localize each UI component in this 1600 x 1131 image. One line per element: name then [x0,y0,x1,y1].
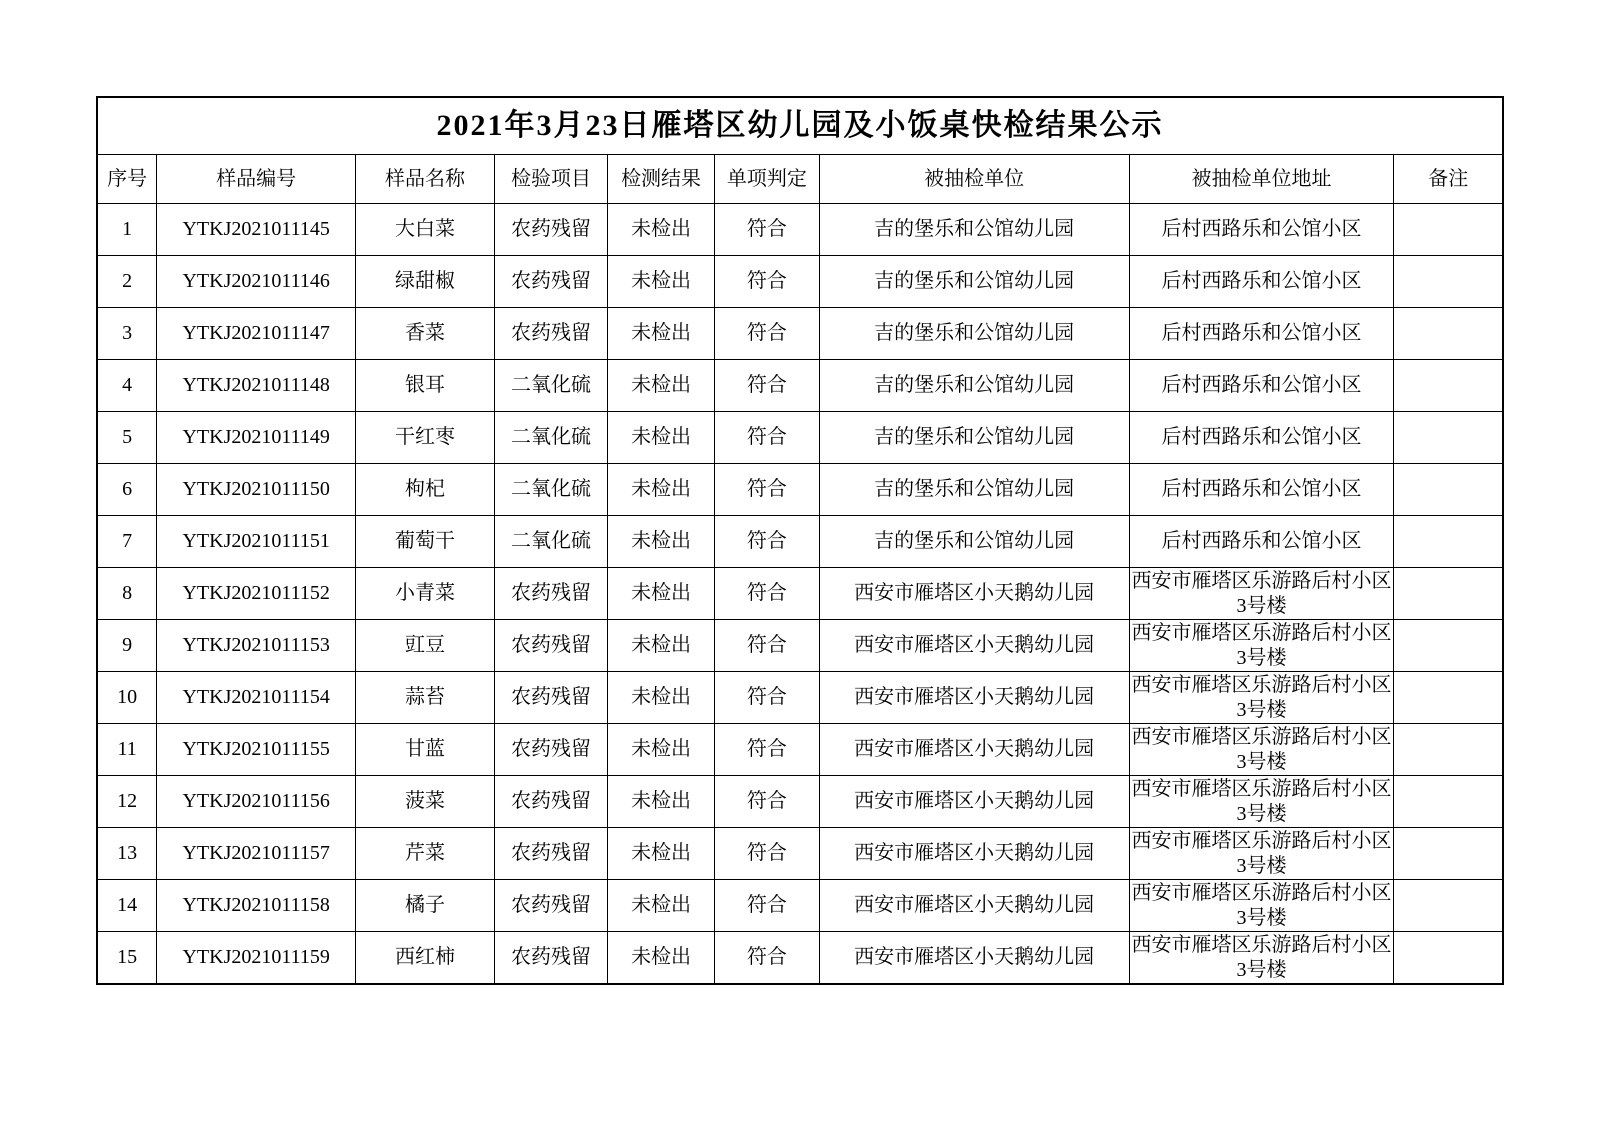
cell-unit: 西安市雁塔区小天鹅幼儿园 [819,932,1129,985]
cell-unit: 西安市雁塔区小天鹅幼儿园 [819,568,1129,620]
table-row [97,672,1503,724]
cell-sample-name: 甘蓝 [356,724,495,776]
cell-sample-name: 香菜 [356,308,495,360]
cell-sample-code: YTKJ2021011158 [157,880,356,932]
cell-index: 1 [97,204,157,256]
cell-test-item: 农药残留 [494,568,607,620]
cell-judgement: 符合 [714,412,819,464]
cell-judgement: 符合 [714,568,819,620]
cell-index: 7 [97,516,157,568]
cell-judgement: 符合 [714,672,819,724]
cell-test-result: 未检出 [608,724,715,776]
cell-address: 后村西路乐和公馆小区 [1129,360,1394,412]
cell-unit: 吉的堡乐和公馆幼儿园 [819,464,1129,516]
cell-index: 14 [97,880,157,932]
cell-test-result: 未检出 [608,360,715,412]
cell-index: 13 [97,828,157,880]
cell-note [1394,620,1503,672]
cell-unit: 吉的堡乐和公馆幼儿园 [819,412,1129,464]
cell-index: 10 [97,672,157,724]
cell-test-result: 未检出 [608,464,715,516]
cell-test-result: 未检出 [608,308,715,360]
cell-note [1394,412,1503,464]
cell-unit: 吉的堡乐和公馆幼儿园 [819,516,1129,568]
cell-unit: 西安市雁塔区小天鹅幼儿园 [819,776,1129,828]
cell-test-result: 未检出 [608,776,715,828]
cell-test-result: 未检出 [608,828,715,880]
table-row [97,308,1503,360]
cell-index: 2 [97,256,157,308]
cell-judgement: 符合 [714,932,819,985]
cell-address: 后村西路乐和公馆小区 [1129,204,1394,256]
table-row [97,256,1503,308]
cell-judgement: 符合 [714,516,819,568]
column-header-address: 被抽检单位地址 [1129,155,1394,204]
cell-judgement: 符合 [714,620,819,672]
cell-address: 西安市雁塔区乐游路后村小区3号楼 [1129,568,1394,620]
report-table-container [96,96,1504,985]
cell-note [1394,880,1503,932]
cell-judgement: 符合 [714,256,819,308]
table-body [97,97,1503,984]
cell-judgement: 符合 [714,464,819,516]
cell-test-result: 未检出 [608,412,715,464]
column-header-unit: 被抽检单位 [819,155,1129,204]
column-header-note: 备注 [1394,155,1503,204]
cell-judgement: 符合 [714,724,819,776]
table-row [97,776,1503,828]
column-header-test-result: 检测结果 [608,155,715,204]
cell-sample-name: 芹菜 [356,828,495,880]
cell-sample-name: 橘子 [356,880,495,932]
cell-test-result: 未检出 [608,620,715,672]
column-header-sample-code: 样品编号 [157,155,356,204]
table-row [97,516,1503,568]
column-header-test-item: 检验项目 [494,155,607,204]
cell-unit: 西安市雁塔区小天鹅幼儿园 [819,620,1129,672]
cell-test-result: 未检出 [608,932,715,985]
cell-index: 15 [97,932,157,985]
cell-index: 11 [97,724,157,776]
table-row [97,412,1503,464]
column-header-judgement: 单项判定 [714,155,819,204]
cell-sample-code: YTKJ2021011145 [157,204,356,256]
cell-sample-code: YTKJ2021011159 [157,932,356,985]
cell-address: 西安市雁塔区乐游路后村小区3号楼 [1129,776,1394,828]
cell-test-item: 农药残留 [494,776,607,828]
cell-note [1394,672,1503,724]
cell-note [1394,464,1503,516]
cell-note [1394,932,1503,985]
cell-judgement: 符合 [714,776,819,828]
cell-index: 12 [97,776,157,828]
cell-note [1394,828,1503,880]
cell-test-item: 农药残留 [494,724,607,776]
cell-sample-code: YTKJ2021011150 [157,464,356,516]
cell-index: 6 [97,464,157,516]
cell-address: 西安市雁塔区乐游路后村小区3号楼 [1129,724,1394,776]
cell-address: 后村西路乐和公馆小区 [1129,256,1394,308]
cell-address: 后村西路乐和公馆小区 [1129,516,1394,568]
column-header-sample-name: 样品名称 [356,155,495,204]
cell-judgement: 符合 [714,880,819,932]
cell-address: 西安市雁塔区乐游路后村小区3号楼 [1129,880,1394,932]
cell-index: 5 [97,412,157,464]
table-row [97,828,1503,880]
table-row [97,204,1503,256]
cell-address: 后村西路乐和公馆小区 [1129,412,1394,464]
cell-test-result: 未检出 [608,204,715,256]
cell-sample-code: YTKJ2021011153 [157,620,356,672]
cell-sample-code: YTKJ2021011149 [157,412,356,464]
cell-test-result: 未检出 [608,880,715,932]
cell-sample-name: 干红枣 [356,412,495,464]
page-title: 2021年3月23日雁塔区幼儿园及小饭桌快检结果公示 [97,97,1503,155]
cell-test-item: 二氧化硫 [494,516,607,568]
cell-address: 西安市雁塔区乐游路后村小区3号楼 [1129,828,1394,880]
cell-test-result: 未检出 [608,672,715,724]
table-row [97,620,1503,672]
cell-unit: 西安市雁塔区小天鹅幼儿园 [819,672,1129,724]
cell-sample-name: 菠菜 [356,776,495,828]
cell-sample-name: 小青菜 [356,568,495,620]
cell-unit: 西安市雁塔区小天鹅幼儿园 [819,724,1129,776]
cell-address: 后村西路乐和公馆小区 [1129,464,1394,516]
cell-sample-name: 银耳 [356,360,495,412]
cell-sample-code: YTKJ2021011152 [157,568,356,620]
cell-judgement: 符合 [714,828,819,880]
cell-test-item: 农药残留 [494,256,607,308]
cell-test-item: 二氧化硫 [494,360,607,412]
cell-unit: 吉的堡乐和公馆幼儿园 [819,360,1129,412]
cell-judgement: 符合 [714,204,819,256]
cell-sample-code: YTKJ2021011156 [157,776,356,828]
cell-sample-name: 枸杞 [356,464,495,516]
inspection-results-table [96,96,1504,985]
cell-index: 8 [97,568,157,620]
cell-note [1394,568,1503,620]
cell-sample-code: YTKJ2021011154 [157,672,356,724]
cell-unit: 吉的堡乐和公馆幼儿园 [819,308,1129,360]
cell-address: 西安市雁塔区乐游路后村小区3号楼 [1129,932,1394,985]
cell-judgement: 符合 [714,360,819,412]
cell-sample-name: 葡萄干 [356,516,495,568]
table-row [97,724,1503,776]
cell-note [1394,360,1503,412]
cell-sample-code: YTKJ2021011146 [157,256,356,308]
cell-test-result: 未检出 [608,256,715,308]
cell-index: 3 [97,308,157,360]
cell-test-item: 农药残留 [494,308,607,360]
cell-address: 后村西路乐和公馆小区 [1129,308,1394,360]
cell-test-item: 农药残留 [494,828,607,880]
column-header-index: 序号 [97,155,157,204]
cell-sample-name: 绿甜椒 [356,256,495,308]
cell-test-item: 二氧化硫 [494,412,607,464]
cell-sample-name: 蒜苔 [356,672,495,724]
cell-unit: 吉的堡乐和公馆幼儿园 [819,204,1129,256]
cell-test-result: 未检出 [608,516,715,568]
cell-address: 西安市雁塔区乐游路后村小区3号楼 [1129,672,1394,724]
cell-index: 9 [97,620,157,672]
cell-sample-code: YTKJ2021011151 [157,516,356,568]
cell-test-item: 农药残留 [494,880,607,932]
table-row [97,568,1503,620]
cell-address: 西安市雁塔区乐游路后村小区3号楼 [1129,620,1394,672]
cell-unit: 西安市雁塔区小天鹅幼儿园 [819,880,1129,932]
cell-note [1394,724,1503,776]
cell-test-item: 农药残留 [494,204,607,256]
table-row [97,360,1503,412]
table-row [97,932,1503,985]
cell-note [1394,776,1503,828]
cell-test-item: 农药残留 [494,620,607,672]
cell-test-item: 农药残留 [494,672,607,724]
cell-note [1394,204,1503,256]
cell-sample-code: YTKJ2021011147 [157,308,356,360]
cell-sample-name: 豇豆 [356,620,495,672]
cell-note [1394,516,1503,568]
cell-sample-code: YTKJ2021011157 [157,828,356,880]
table-header-row [97,155,1503,204]
cell-note [1394,308,1503,360]
cell-test-result: 未检出 [608,568,715,620]
cell-sample-name: 大白菜 [356,204,495,256]
cell-test-item: 农药残留 [494,932,607,985]
table-title-row [97,97,1503,155]
cell-sample-code: YTKJ2021011155 [157,724,356,776]
cell-index: 4 [97,360,157,412]
cell-judgement: 符合 [714,308,819,360]
cell-sample-code: YTKJ2021011148 [157,360,356,412]
table-row [97,464,1503,516]
cell-unit: 西安市雁塔区小天鹅幼儿园 [819,828,1129,880]
cell-test-item: 二氧化硫 [494,464,607,516]
table-row [97,880,1503,932]
cell-note [1394,256,1503,308]
cell-unit: 吉的堡乐和公馆幼儿园 [819,256,1129,308]
cell-sample-name: 西红柿 [356,932,495,985]
